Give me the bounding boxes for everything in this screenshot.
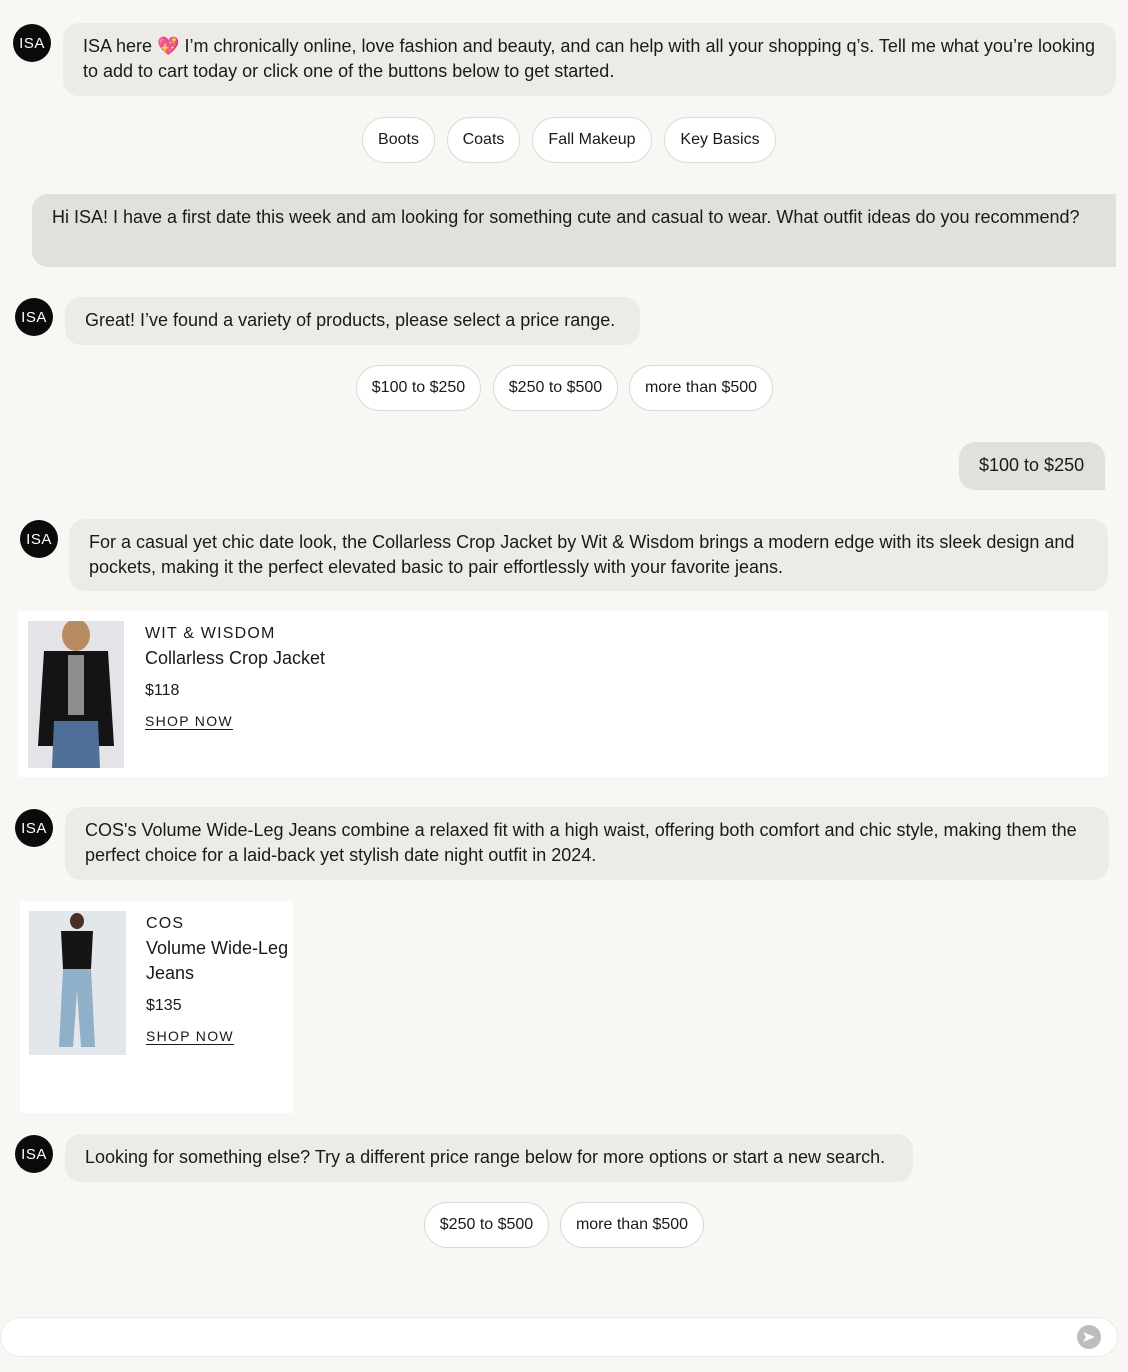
product-name[interactable]: Collarless Crop Jacket (145, 648, 326, 668)
product-image-jeans[interactable] (29, 911, 126, 1055)
product-price: $118 (145, 682, 180, 699)
product-name[interactable]: Volume Wide-Leg Jeans (146, 938, 289, 983)
user-message: $100 to $250 (959, 442, 1105, 490)
chat-input[interactable] (0, 1317, 1118, 1357)
product-image-jacket[interactable] (28, 621, 124, 768)
chip-key-basics[interactable]: Key Basics (664, 117, 776, 163)
shop-now-link[interactable]: SHOP NOW (146, 1028, 234, 1044)
bot-message: Looking for something else? Try a different price range below for more options or start a new search. (65, 1134, 913, 1182)
product-brand: COS (146, 915, 185, 932)
bot-message: For a casual yet chic date look, the Collarless Crop Jacket by Wit & Wisdom brings a modern edge with its sleek design and pockets, making it the perfect elevated basic to pair effortlessly with your favorite jeans. (69, 519, 1108, 591)
chip-coats[interactable]: Coats (447, 117, 520, 163)
isa-avatar: ISA (15, 809, 53, 847)
isa-avatar: ISA (13, 24, 51, 62)
product-price: $135 (146, 997, 182, 1014)
isa-avatar: ISA (20, 520, 58, 558)
bot-message: ISA here 💖 I’m chronically online, love fashion and beauty, and can help with all your shopping q’s. Tell me what you’re looking to add to cart today or click one of the buttons below to get started. (63, 23, 1116, 96)
product-card (18, 611, 1108, 777)
isa-avatar: ISA (15, 1135, 53, 1173)
chip-price-250-500[interactable]: $250 to $500 (493, 365, 618, 411)
chip-price-100-250[interactable]: $100 to $250 (356, 365, 481, 411)
product-card (20, 901, 293, 1113)
chip-boots[interactable]: Boots (362, 117, 435, 163)
product-brand: WIT & WISDOM (145, 625, 276, 642)
chip-price-500-plus[interactable]: more than $500 (629, 365, 773, 411)
chip-price-500-plus[interactable]: more than $500 (560, 1202, 704, 1248)
isa-avatar: ISA (15, 298, 53, 336)
shop-now-link[interactable]: SHOP NOW (145, 713, 233, 729)
user-message: Hi ISA! I have a first date this week and am looking for something cute and casual to wear. What outfit ideas do you recommend? (32, 194, 1116, 267)
bot-message: COS's Volume Wide-Leg Jeans combine a relaxed fit with a high waist, offering both comfort and chic style, making them the perfect choice for a laid-back yet stylish date night outfit in 2024. (65, 807, 1109, 880)
bot-message: Great! I’ve found a variety of products, please select a price range. (65, 297, 640, 345)
send-icon[interactable] (1077, 1325, 1101, 1349)
chip-price-250-500[interactable]: $250 to $500 (424, 1202, 549, 1248)
chip-fall-makeup[interactable]: Fall Makeup (532, 117, 652, 163)
